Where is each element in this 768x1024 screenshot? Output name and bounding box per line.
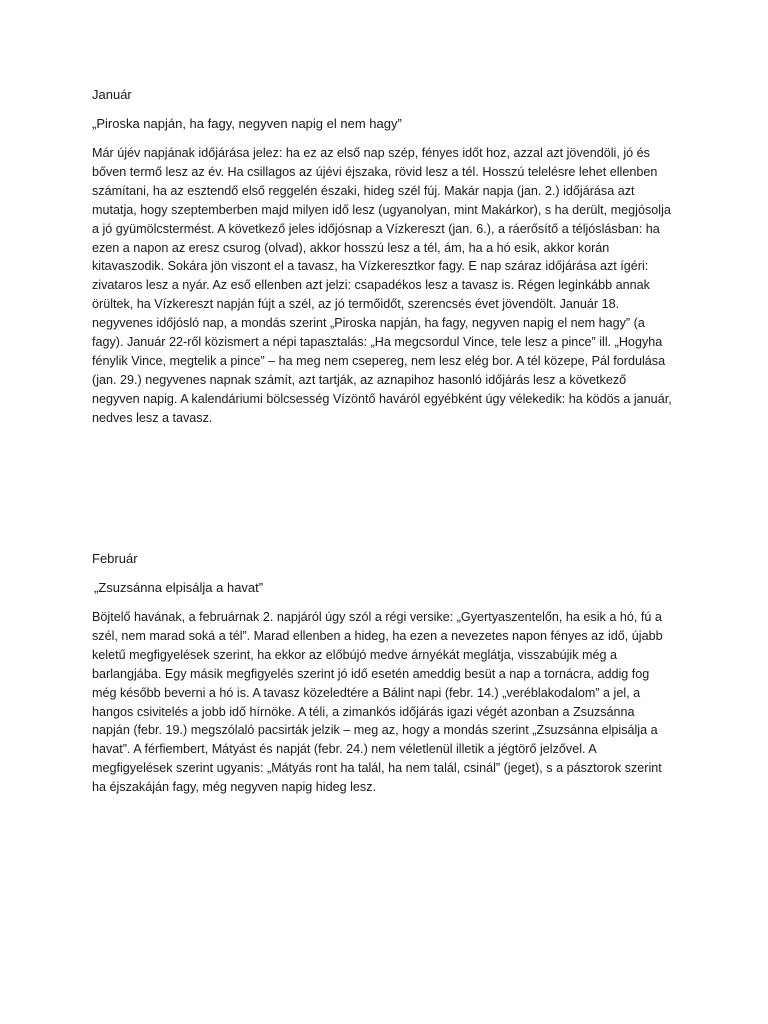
section-februar	[92, 550, 674, 797]
section-heading-januar: Január	[92, 87, 132, 102]
section-paragraph-februar: Böjtelő havának, a februárnak 2. napjáról úgy szól a régi versike: „Gyertyaszentelőn, ha esik a hó, fú a szél, nem marad soká a tél”. Marad ellenben a hideg, ha ezen a nevezetes napon fényes az idő, újabb keletű megfigyelések szerint, ha ekkor az előbújó medve árnyékát meglátja, visszabújik még a barlangjába. Egy másik megfigyelés szerint jó idő esetén ameddig besüt a nap a tornácra, addig fog még később beverni a hó is. A tavasz közeledtére a Bálint napi (febr. 14.) „veréblakodalom” a jel, a hangos csivitelés a jobb idő hírnöke. A téli, a zimankós időjárás igazi végét azonban a Zsuzsánna napján (febr. 19.) megszólaló pacsirták jelzik – meg az, hogy a mondás szerint „Zsuzsánna elpisálja a havat”. A férfiembert, Mátyást és napját (febr. 24.) nem véletlenül illetik a jégtörő jelzővel. A megfigyelések szerint ugyanis: „Mátyás ront ha talál, ha nem talál, csinál” (jeget), s a pásztorok szerint ha éjszakáján fagy, még negyven napig hideg lesz.	[92, 610, 663, 795]
section-paragraph-januar: Már újév napjának időjárása jelez: ha ez az első nap szép, fényes időt hoz, azzal azt jövendöli, jó és bőven termő lesz az év. Ha csillagos az újévi éjszaka, rövid lesz a tél. Hosszú telelésre lehet ellenben számítani, ha az esztendő első reggelén északi, hideg szél fúj. Makár napja (jan. 2.) időjárása azt mutatja, hogy szeptemberben majd milyen idő lesz (ugyanolyan, mint Makárkor), s ha derült, megjósolja a jó gyümölcstermést. A következő jeles időjósnap a Vízkereszt (jan. 6.), a ráerősítő a téljóslásban: ha ezen a napon az eresz csurog (olvad), akkor hosszú lesz a tél, ám, ha a hó esik, akkor korán kitavaszodik. Sokára jön viszont el a tavasz, ha Vízkeresztkor fagy. E nap száraz időjárása azt ígéri: zivataros lesz a nyár. Az eső ellenben azt jelzi: csapadékos lesz a tavasz is. Régen leginkább annak örültek, ha Vízkereszt napján fújt a szél, az jó termőidőt, szerencsés évet jövendölt. Január 18. negyvenes időjósló nap, a mondás szerint „Piroska napján, ha fagy, negyven napig el nem hagy” (a fagy). Január 22-ről közismert a népi tapasztalás: „Ha megcsordul Vince, tele lesz a pince” ill. „Hogyha fénylik Vince, megtelik a pince” – ha meg nem csepereg, nem lesz elég bor. A tél közepe, Pál fordulása (jan. 29.) negyvenes napnak számít, azt tartják, az aznapihoz hasonló időjárás lesz a következő negyven napig. A kalendáriumi bölcsesség Vízöntő haváról egyébként úgy vélekedik: ha ködös a január, nedves lesz a tavasz.	[92, 146, 672, 425]
section-quote-februar: „Zsuzsánna elpisálja a havat”	[94, 580, 264, 595]
section-quote-januar: „Piroska napján, ha fagy, negyven napig el nem hagy”	[92, 116, 402, 131]
section-heading-februar: Február	[92, 551, 138, 566]
section-januar	[92, 86, 674, 428]
